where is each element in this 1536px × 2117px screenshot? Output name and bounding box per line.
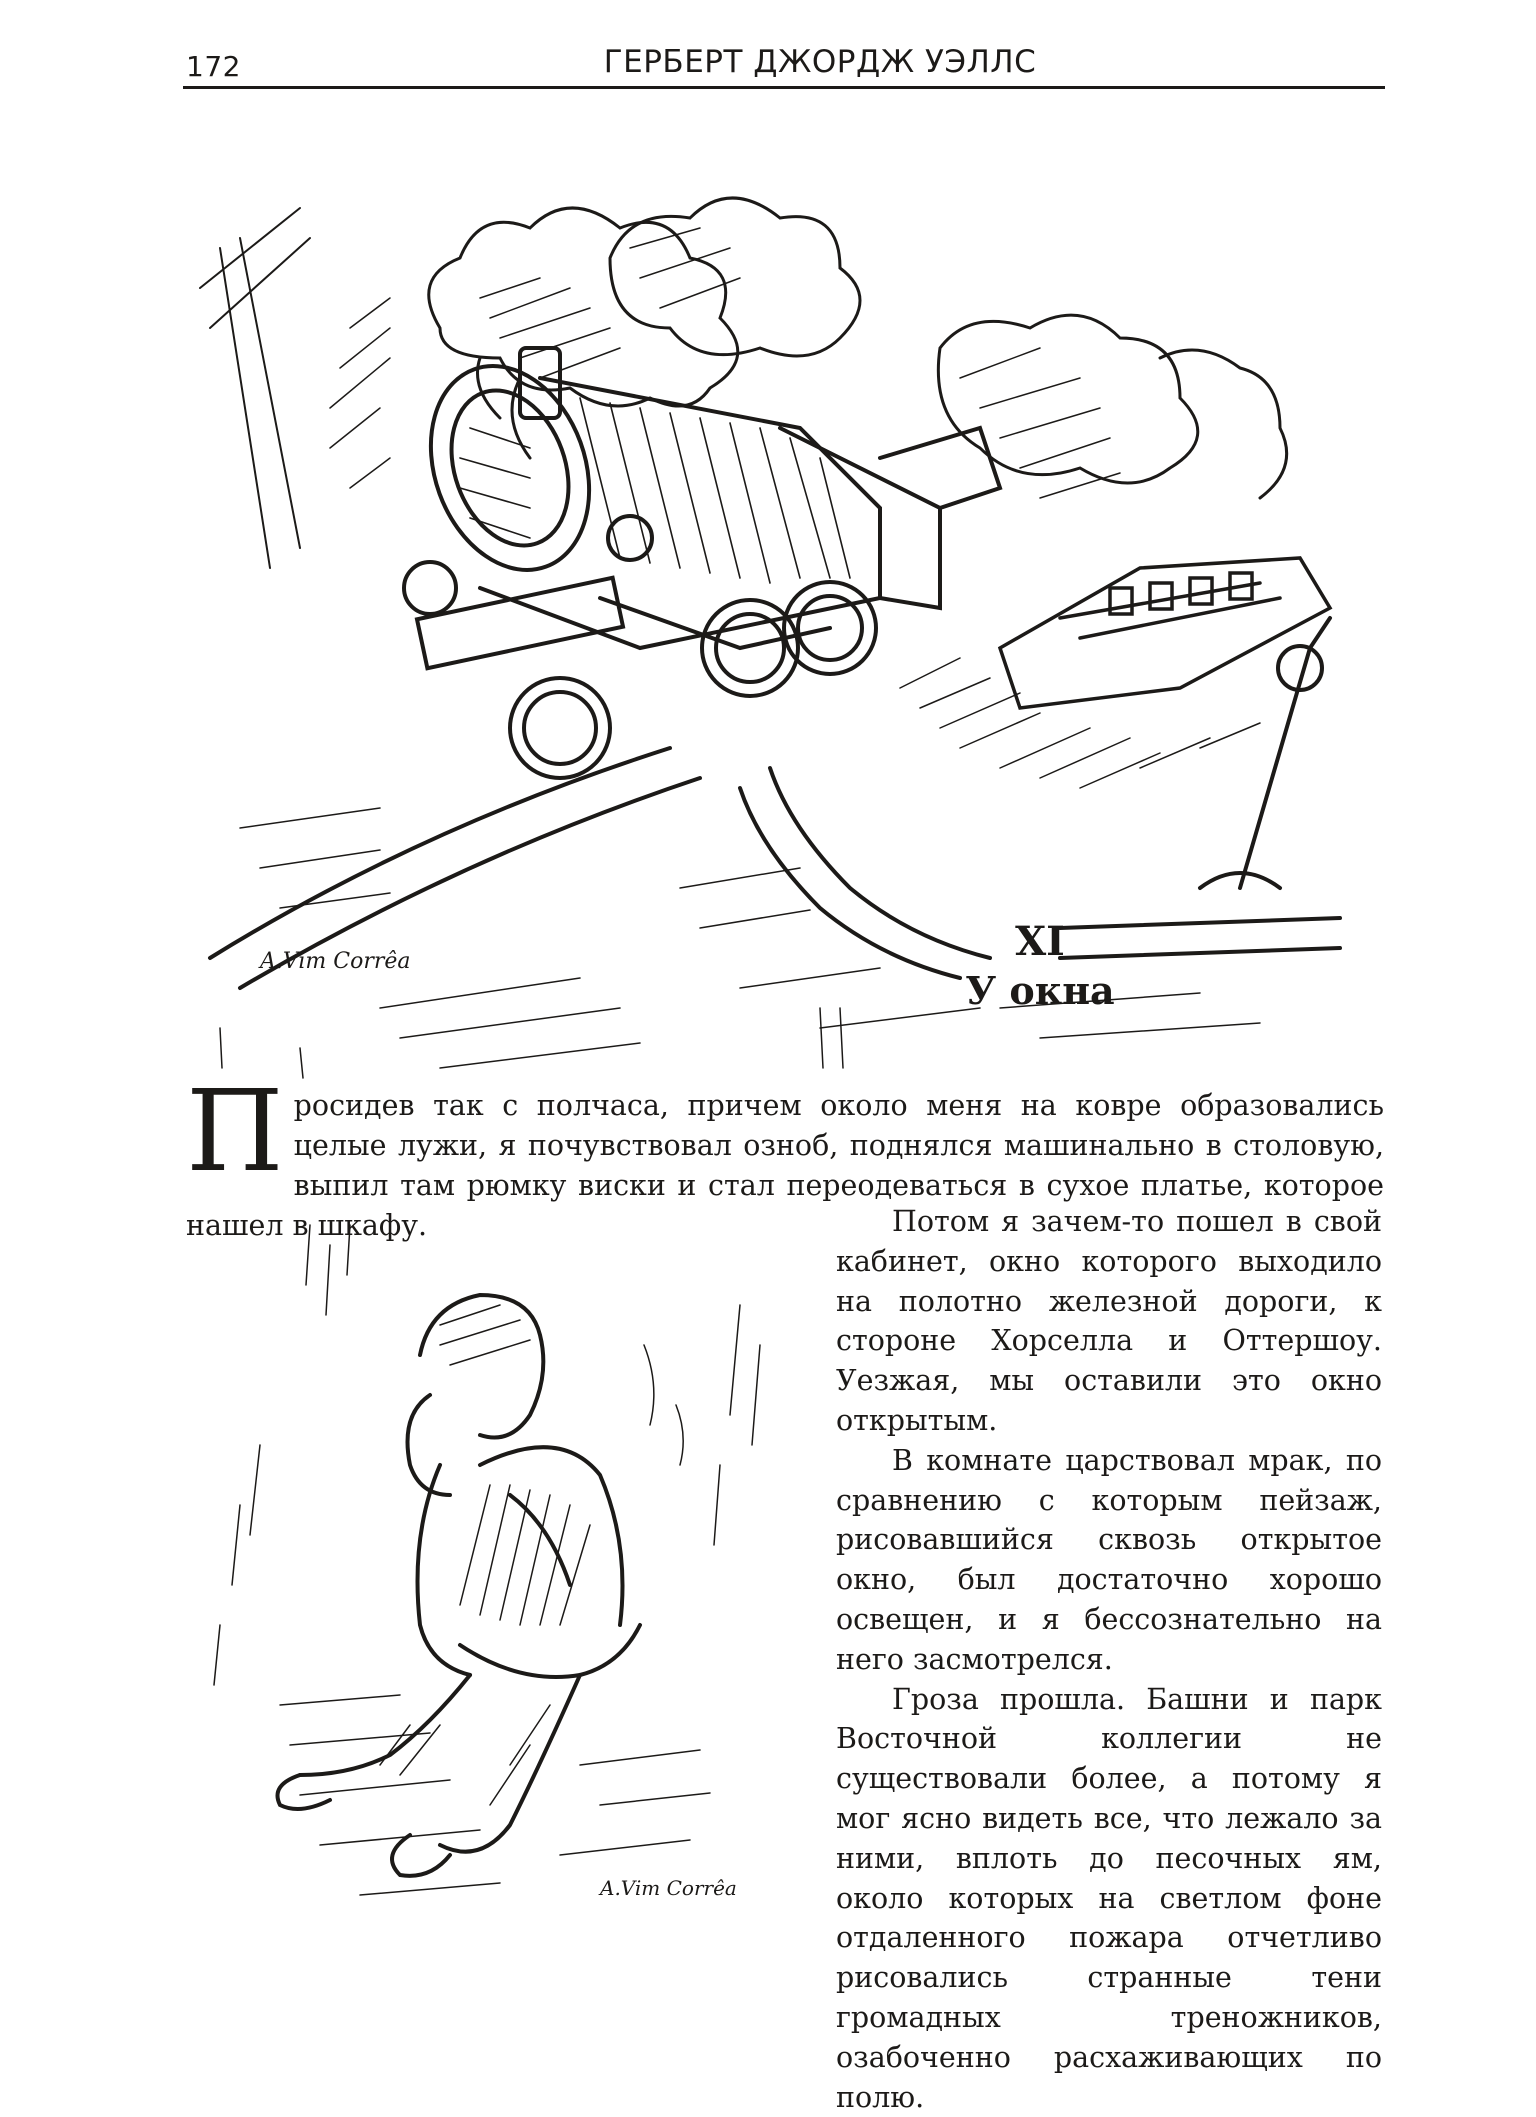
smoke-hatching (330, 228, 1120, 498)
paragraph: Гроза прошла. Башни и парк Восточной коллегии не существовали более, а потому я мог ясно видеть все, что лежало за ними, вплоть до песочных ям, около которых на светлом фоне отдаленного пожара отчетливо рисовались странные тени громадных треножников, озабоченно расхаживающих по полю. (836, 1682, 1382, 2114)
header-rule (183, 86, 1385, 89)
telegraph-lines (200, 208, 310, 568)
body-text-column (836, 1202, 1382, 2117)
lead-paragraph-text: росидев так с полчаса, причем около меня на ковре образовались целые лужи, я почувствовал озноб, поднялся машинально в столовую, выпил там рюмку виски и стал переодеваться в сухое платье, которое нашел в шкафу. (186, 1089, 1384, 1242)
drop-cap: П (186, 1067, 284, 1197)
paragraph: Потом я зачем-то пошел в свой кабинет, окно которого выходило на полотно железной дороги, к стороне Хорселла и Оттершоу. Уезжая, мы оставили это окно открытым. (836, 1205, 1382, 1437)
chapter-title: У окна (965, 968, 1115, 1013)
paragraph: В комнате царствовал мрак, по сравнению с которым пейзаж, рисовавшийся сквозь открытое окно, был достаточно хорошо освещен, и я бессознательно на него засмотрелся. (836, 1443, 1382, 1676)
running-head: ГЕРБЕРТ ДЖОРДЖ УЭЛЛС (603, 44, 1037, 80)
page-number: 172 (186, 50, 241, 83)
man-figure (278, 1295, 641, 1876)
wrecked-carriages (1000, 558, 1330, 708)
illustration-signature: A.Vim Corrêa (260, 949, 411, 974)
illustration-signature: A.Vim Corrêa (600, 1876, 737, 1900)
train-wreck-illustration (180, 128, 1360, 1088)
seated-man-illustration (180, 1205, 810, 1945)
rubble-hatching (900, 658, 1260, 788)
signal-post (1200, 618, 1330, 888)
background-hatching (214, 1225, 760, 1895)
chapter-number: XI (1015, 918, 1065, 965)
